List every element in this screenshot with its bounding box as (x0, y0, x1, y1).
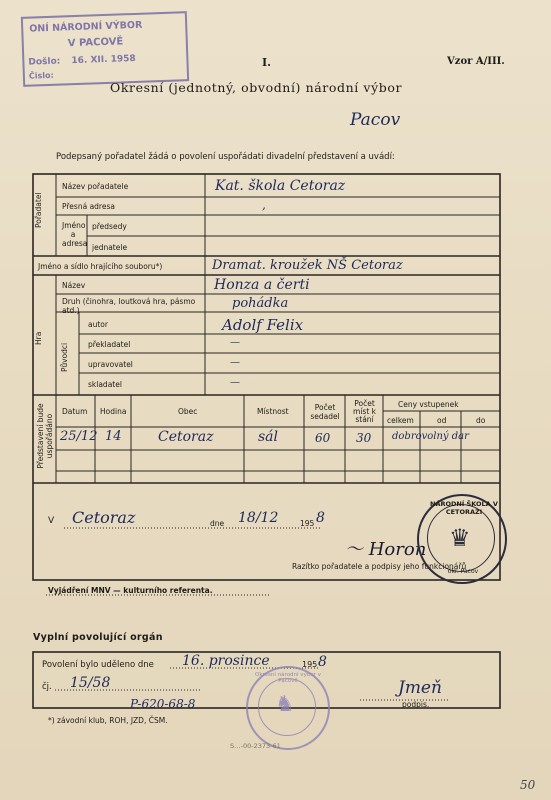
druh-label: Druh (činohra, loutková hra, pásmo atd.) (62, 297, 196, 315)
lion-emblem-icon: ♛ (449, 524, 471, 552)
onv-stamp-text: Okresní národní výbor v Pacově (255, 672, 321, 684)
col-od: od (437, 416, 447, 425)
prekladatel-label: překladatel (88, 340, 131, 349)
puvodci-label: Původci (60, 342, 69, 372)
organizer-signature: 〜 Horon (345, 539, 427, 560)
col-do: do (476, 416, 486, 425)
druh-value: pohádka (232, 296, 289, 311)
col-celkem: celkem (387, 416, 414, 425)
cj-code: P-620-68-8 (130, 697, 196, 711)
official-signature: Jmeň (398, 678, 442, 698)
razitko-label: Razítko pořadatele a podpisy jeho funkcionářů (292, 562, 467, 571)
col-stani: Počet míst k stání (353, 399, 376, 424)
organ-year-prefix: 195 (302, 660, 318, 669)
title-place: Pacov (350, 110, 401, 130)
dne-label: dne (210, 519, 225, 528)
col-hodina: Hodina (100, 407, 127, 416)
stamp-date: 16. XII. 1958 (71, 53, 136, 67)
stamp-date-label: Došlo: (28, 56, 61, 68)
section-poradatel: Pořadatel (34, 192, 43, 228)
stamp-line1: ONÍ NÁRODNÍ VÝBOR (29, 19, 143, 35)
skladatel-value: — (230, 377, 240, 388)
year-digit: 8 (316, 510, 325, 526)
organ-title: Vyplní povolující orgán (33, 632, 163, 643)
autor-label: autor (88, 320, 108, 329)
soubor-value: Dramat. kroužek NŠ Cetoraz (212, 258, 403, 273)
page-title: Okresní (jednotný, obvodní) národní výbor (110, 80, 403, 95)
row-datum: 25/12 (60, 429, 98, 444)
row-obec: Cetoraz (158, 429, 214, 445)
stamp-text-bottom: okr. Pacov (447, 568, 479, 575)
year-prefix: 195 (300, 519, 315, 528)
hra-nazev-value: Honza a čerti (214, 277, 310, 293)
autor-value: Adolf Felix (222, 316, 304, 334)
roman-numeral: I. (262, 56, 271, 69)
row-hodina: 14 (105, 429, 122, 444)
v-label: V (48, 516, 55, 526)
prekladatel-value: — (230, 337, 240, 348)
presna-adresa-value: , (262, 198, 266, 212)
skladatel-label: skladatel (88, 380, 122, 389)
footer-date: 18/12 (238, 510, 279, 526)
jednatele-label: jednatele (92, 243, 128, 252)
col-sedadel: Počet sedadel (310, 403, 340, 421)
form-number: Vzor A/III. (447, 56, 505, 67)
col-obec: Obec (178, 407, 198, 416)
intro-text: Podepsaný pořadatel žádá o povolení uspořádati divadelní představení a uvádí: (56, 152, 395, 162)
onv-round-stamp (246, 666, 330, 750)
stamp-line2: V PACOVĚ (67, 36, 124, 50)
row-celkem: dobrovolný dar (392, 431, 469, 442)
footnote: *) závodní klub, ROH, JZD, ČSM. (48, 716, 168, 725)
coat-of-arms-icon: ♞ (275, 692, 295, 717)
print-code: S…-00-2373-61 (230, 742, 281, 750)
school-round-stamp (417, 494, 507, 584)
povoleni-label: Povolení bylo uděleno dne (42, 660, 154, 670)
presna-adresa-label: Přesná adresa (62, 202, 115, 211)
predsedy-label: předsedy (92, 222, 127, 231)
hra-nazev-label: Název (62, 281, 86, 290)
col-mistnost: Místnost (257, 407, 289, 416)
povoleni-date: 16. prosince (182, 653, 270, 669)
stamp-text: NÁRODNÍ ŠKOLA V CETORAZI (430, 500, 498, 516)
section-hra: Hra (34, 331, 43, 345)
nazev-poradatele-value: Kat. škola Cetoraz (215, 178, 346, 194)
row-mistnost: sál (258, 429, 279, 445)
soubor-label: Jméno a sídlo hrajícího souboru*) (38, 262, 163, 271)
footer-place: Cetoraz (72, 508, 136, 527)
stamp-line4: Čislo: (28, 70, 54, 81)
vyjadreni-label: Vyjádření MNV — kulturního referenta. (48, 586, 213, 595)
cj-label: čj. (42, 682, 52, 692)
page-number: 50 (520, 778, 536, 792)
col-datum: Datum (62, 407, 88, 416)
row-stani: 30 (356, 431, 372, 445)
organ-year-digit: 8 (318, 654, 327, 670)
nazev-poradatele-label: Název pořadatele (62, 182, 129, 191)
section-predstaveni: Představení bude uspořádáno (36, 403, 54, 469)
col-ceny: Ceny vstupenek (398, 400, 459, 409)
upravovatel-value: — (230, 357, 240, 368)
jmeno-adresa-label: Jméno a adresa (62, 221, 88, 248)
row-sedadel: 60 (315, 431, 331, 445)
podpis-label: podpis. (402, 700, 430, 709)
upravovatel-label: upravovatel (88, 360, 133, 369)
cj-value: 15/58 (70, 675, 111, 691)
